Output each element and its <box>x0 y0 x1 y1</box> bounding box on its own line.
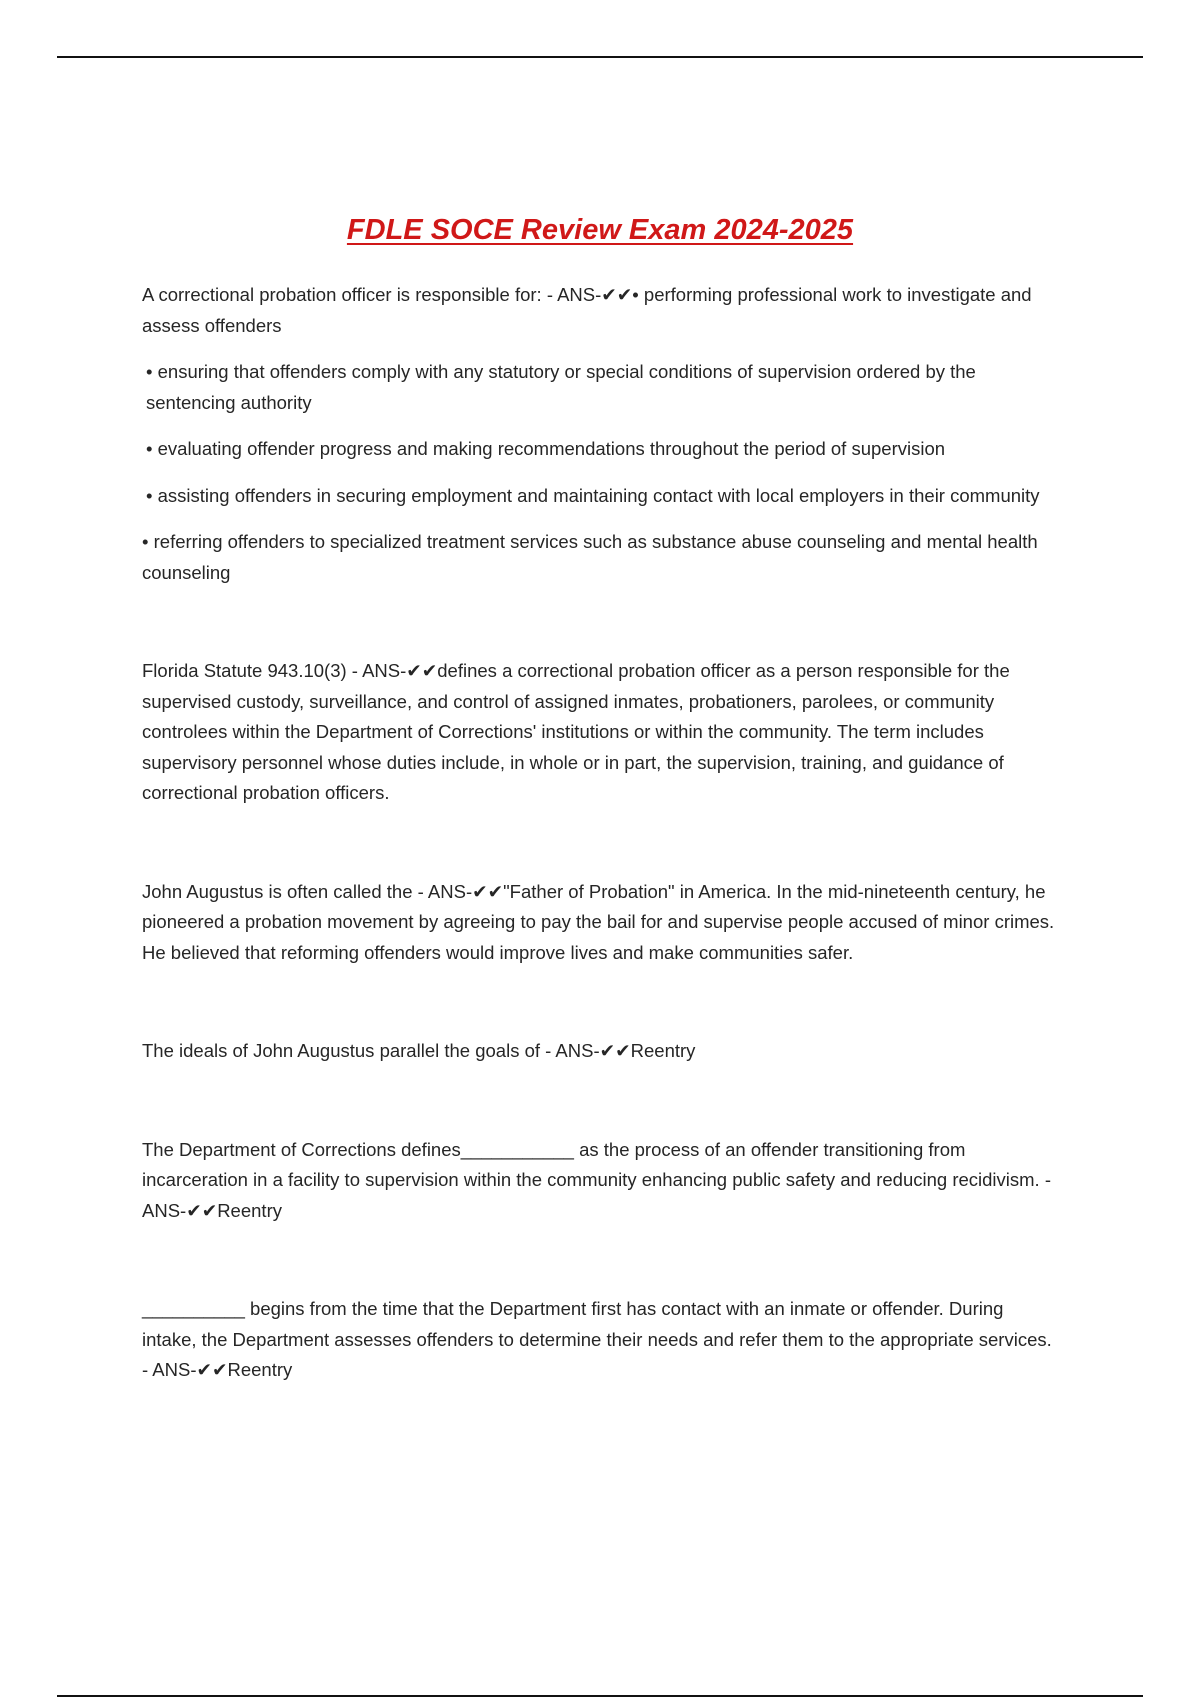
question-john-augustus: John Augustus is often called the - ANS-✔✔"Father of Probation" in America. In the mid-nineteenth century, he pioneered a probation movement by agreeing to pay the bail for and supervise people accused of minor crimes. He believed that reforming offenders would improve lives and make communities safer. <box>142 880 1055 963</box>
bullet-employment: • assisting offenders in securing employment and maintaining contact with local employers in their community <box>146 484 1040 506</box>
top-divider <box>57 56 1143 58</box>
question-reentry-definition: The Department of Corrections defines___________ as the process of an offender transitioning from incarceration in a facility to supervision within the community enhancing public safety and reducing recidivism. - ANS-✔✔Reentry <box>142 1138 1051 1221</box>
bottom-divider <box>57 1695 1143 1697</box>
bullet-evaluating-progress: • evaluating offender progress and making recommendations throughout the period of supervision <box>146 438 946 459</box>
question-reentry-begins: __________ begins from the time that the Department first has contact with an inmate or offender. During intake, the Department assesses offenders to determine their needs and refer them to the appropriate services. - ANS-✔✔Reentry <box>142 1298 1052 1380</box>
question-ideals-augustus: The ideals of John Augustus parallel the goals of - ANS-✔✔Reentry <box>142 1040 696 1061</box>
document-body <box>142 280 1057 1386</box>
document-title: FDLE SOCE Review Exam 2024-2025 <box>346 214 854 246</box>
question-probation-officer-duties: A correctional probation officer is responsible for: - ANS-✔✔• performing professional work to investigate and assess offenders <box>142 284 1032 336</box>
bullet-compliance: • ensuring that offenders comply with any statutory or special conditions of supervision ordered by the sentencing authority <box>146 361 976 413</box>
bullet-treatment-referral: • referring offenders to specialized treatment services such as substance abuse counseling and mental health counseling <box>142 531 1038 583</box>
question-florida-statute: Florida Statute 943.10(3) - ANS-✔✔defines a correctional probation officer as a person responsible for the supervised custody, surveillance, and control of assigned inmates, probationers, parolees, or community controlees within the Department of Corrections' institutions or within the community. The term includes supervisory personnel whose duties include, in whole or in part, the supervision, training, and guidance of correctional probation officers. <box>142 660 1010 803</box>
